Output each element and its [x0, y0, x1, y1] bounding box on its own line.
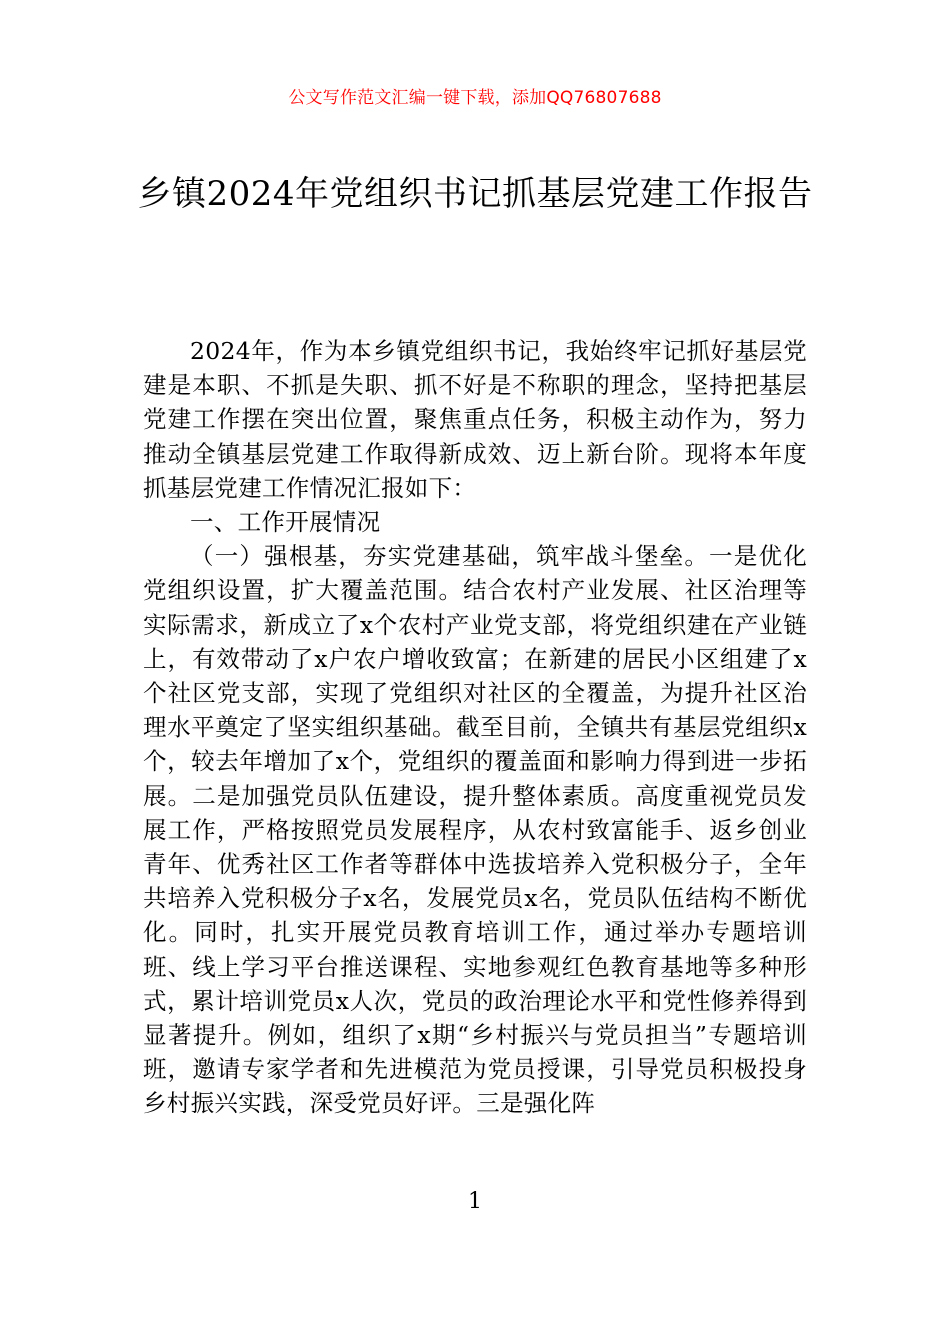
document-title: 乡镇2024年党组织书记抓基层党建工作报告 [137, 174, 813, 214]
download-notice: 公文写作范文汇编一键下载，添加QQ76807688 [288, 88, 662, 108]
body-paragraph: （一）强根基，夯实党建基础，筑牢战斗堡垒。一是优化党组织设置，扩大覆盖范围。结合农村产业发展、社区治理等实际需求，新成立了x个农村产业党支部，将党组织建在产业链上，有效带动了x户农户增收致富；在新建的居民小区组建了x个社区党支部，实现了党组织对社区的全覆盖，为提升社区治理水平奠定了坚实组织基础。截至目前，全镇共有基层党组织x个，较去年增加了x个，党组织的覆盖面和影响力得到进一步拓展。二是加强党员队伍建设，提升整体素质。高度重视党员发展工作，严格按照党员发展程序，从农村致富能手、返乡创业青年、优秀社区工作者等群体中选拔培养入党积极分子，全年共培养入党积极分子x名，发展党员x名，党员队伍结构不断优化。同时，扎实开展党员教育培训工作，通过举办专题培训班、线上学习平台推送课程、实地参观红色教育基地等多种形式，累计培训党员x人次，党员的政治理论水平和党性修养得到显著提升。例如，组织了x期“乡村振兴与党员担当”专题培训班，邀请专家学者和先进模范为党员授课，引导党员积极投身乡村振兴实践，深受党员好评。三是强化阵 [143, 542, 807, 1118]
document-body [143, 334, 807, 1121]
section-heading: 一、工作开展情况 [190, 508, 381, 537]
page-number: 1 [468, 1189, 482, 1214]
intro-paragraph: 2024年，作为本乡镇党组织书记，我始终牢记抓好基层党建是本职、不抓是失职、抓不好是不称职的理念，坚持把基层党建工作摆在突出位置，聚焦重点任务，积极主动作为，努力推动全镇基层党建工作取得新成效、迈上新台阶。现将本年度抓基层党建工作情况汇报如下： [143, 337, 807, 502]
